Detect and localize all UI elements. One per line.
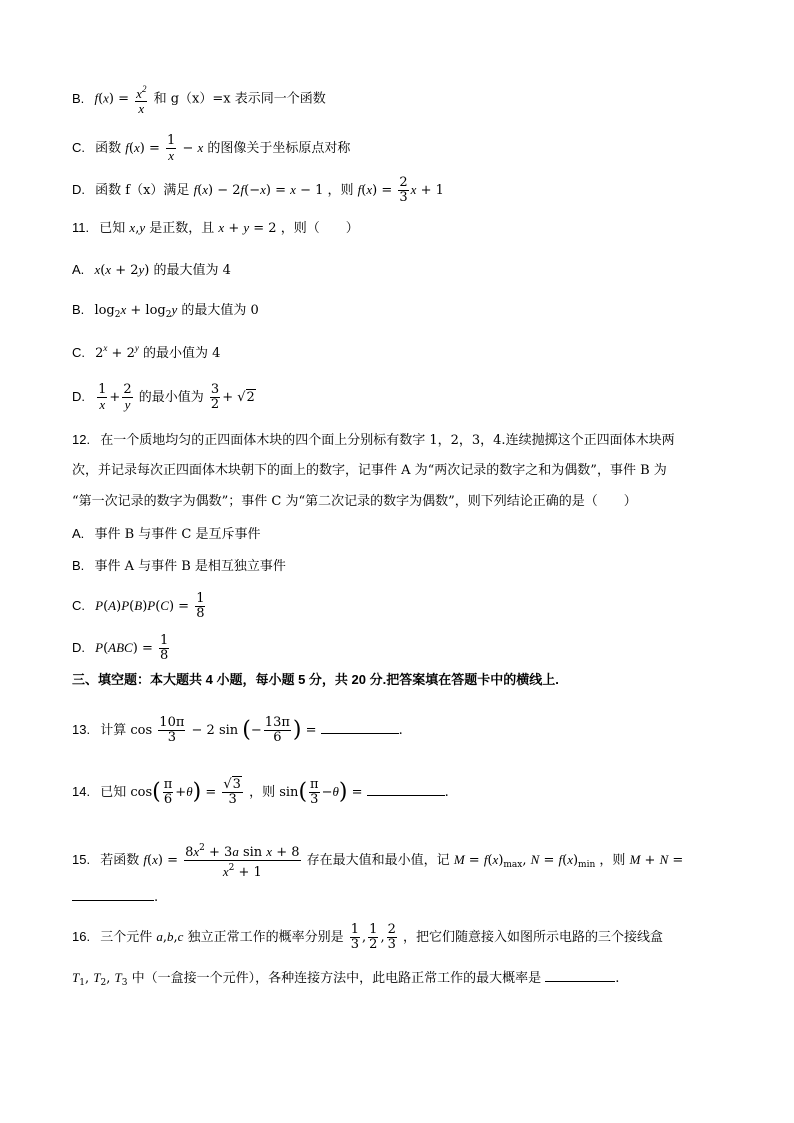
question-number: 12. — [72, 432, 91, 447]
question-text: ，则 — [249, 785, 276, 800]
option-text: 的图像关于坐标原点对称 — [207, 141, 351, 156]
math-expression: f — [357, 182, 362, 197]
fraction: $\frac{1}{x}$ — [167, 133, 176, 163]
fraction: $\frac{1}{8}$ — [159, 633, 169, 663]
fraction: $\frac{1}{3}$ — [350, 922, 360, 952]
answer-blank[interactable] — [545, 969, 615, 982]
question-text: 已知 — [100, 785, 127, 800]
option-text: 函数 — [95, 141, 122, 156]
option-11A: A. x(x + 2y) 的最大值为 4 — [72, 262, 231, 278]
fraction: $\frac{3}{2}$ — [210, 382, 220, 412]
fraction: $\frac{8x^2 + 3a \sin x + 8}{x^2 + 1}$ — [185, 843, 300, 880]
math-expression: P — [95, 640, 104, 655]
answer-blank[interactable] — [367, 783, 445, 796]
question-15: 15. 若函数 f(x) = $\frac{8x^2 + 3a \sin x + 8}{x^2 + 1}$ 存在最大值和最小值，记 $M = f(x)_{max}$, $N = f(x)_{min}$ ，则 M + N = — [72, 843, 684, 880]
option-text: 的最大值为 4 — [153, 263, 231, 278]
option-text: ，则 — [327, 183, 354, 198]
question-text: ，则（ ） — [280, 221, 359, 236]
option-text: 和 g（x）=x 表示同一个函数 — [153, 91, 326, 107]
question-number: 14. — [72, 784, 91, 799]
question-number: 13. — [72, 722, 91, 737]
question-text: 三个元件 — [100, 930, 153, 945]
option-label: D. — [72, 182, 85, 197]
option-label: A. — [72, 526, 85, 541]
option-12B — [72, 556, 286, 577]
fraction: $\frac{2}{y}$ — [123, 382, 132, 412]
fraction: $\frac{\pi}{3}$ — [310, 777, 319, 807]
fraction: $\frac{13\pi}{6}$ — [264, 715, 290, 745]
fraction: $\frac{2}{3}$ — [387, 922, 396, 952]
question-12-line1 — [72, 430, 675, 451]
question-text: 已知 — [99, 221, 126, 236]
math-expression: P — [95, 598, 104, 613]
option-10C: C. 函数 f(x) = $\frac{1}{x}$ − x 的图像关于坐标原点对称 — [72, 133, 351, 163]
fraction: $\frac{1}{2}$ — [369, 922, 378, 952]
fraction: $\frac{√3}{3}$ — [223, 777, 241, 807]
question-text: 存在最大值和最小值，记 — [306, 853, 450, 868]
question-text: ，则 — [599, 853, 626, 868]
option-label: C. — [72, 140, 85, 155]
option-12A — [72, 524, 260, 545]
option-label: D. — [72, 389, 85, 404]
question-text: 中（一盒接一个元件），各种连接方法中，此电路正常工作的最大概率是 — [131, 971, 542, 986]
option-11C — [72, 338, 220, 364]
option-label: D. — [72, 640, 85, 655]
option-12C: C. P(A)P(B)P(C) = $\frac{1}{8}$ — [72, 591, 205, 621]
fraction: $\frac{2}{3}$ — [399, 175, 408, 205]
question-16-line2: $T_1$, $T_2$, $T_3$ 中（一盒接一个元件），各种连接方法中，此电路正常工作的最大概率是 . — [72, 970, 620, 988]
option-label: A. — [72, 262, 85, 277]
option-12D: D. P(ABC) = $\frac{1}{8}$ — [72, 633, 169, 663]
math-expression: f — [125, 140, 129, 155]
math-expression: f — [193, 182, 198, 197]
option-10B: B. f(x) = $\frac{x^2}{x}$ 和 g（x）=x 表示同一个函数 — [72, 84, 326, 116]
math-expression: f — [94, 90, 99, 106]
fraction: $\frac{1}{x}$ — [98, 382, 107, 412]
question-text: 次，并记录每次正四面体木块朝下的面上的数字，记事件 A 为“两次记录的数字之和为偶数”，事件 B 为 — [72, 463, 667, 478]
question-text: “第一次记录的数字为偶数”；事件 C 为“第二次记录的数字为偶数”，则下列结论正确的是（ ） — [72, 494, 637, 509]
question-13: 13. 计算 cos $\frac{10\pi}{3}$ − 2 sin (− $\frac{13\pi}{6}$ ) = . — [72, 715, 403, 745]
question-number: 16. — [72, 929, 91, 944]
question-14: 14. 已知 cos( $\frac{\pi}{6}$ +θ) = $\frac{√3}{3}$ ，则 sin( $\frac{\pi}{3}$ −θ) = . — [72, 777, 449, 807]
option-text: 的最大值为 0 — [181, 303, 259, 318]
question-text: 计算 — [100, 723, 127, 738]
question-16-line1: 16. 三个元件 a,b,c 独立正常工作的概率分别是 $\frac{1}{3}$ , $\frac{1}{2}$ , $\frac{2}{3}$ ，把它们随意接入如图所示电路的三个接线盒 — [72, 922, 664, 952]
answer-blank[interactable] — [72, 888, 154, 901]
question-text: 独立正常工作的概率分别是 — [187, 930, 344, 945]
math-expression: cos — [130, 723, 153, 738]
math-expression: x — [94, 262, 101, 277]
option-10D: D. 函数 f（x）满足 f(x) − 2f(−x) = x − 1 ，则 f(x) = $\frac{2}{3}$ x + 1 — [72, 175, 444, 205]
question-text: 若函数 — [100, 853, 140, 868]
question-12-line3 — [72, 492, 637, 512]
math-expression: T — [72, 970, 80, 985]
option-label: C. — [72, 345, 85, 360]
answer-blank[interactable] — [321, 721, 399, 734]
question-11: 11. 已知 x,y 是正数，且 x + y = 2 ，则（ ） — [72, 220, 359, 236]
option-text: 事件 A 与事件 B 是相互独立事件 — [94, 559, 286, 574]
question-text: 在一个质地均匀的正四面体木块的四个面上分别标有数字 1，2，3，4.连续抛掷这个正四面体木块两 — [100, 433, 675, 448]
math-expression: $2^x + 2^y$ — [95, 343, 139, 361]
question-12-line2 — [72, 461, 667, 481]
question-text: 是正数，且 — [149, 221, 215, 236]
option-label: B. — [72, 302, 85, 317]
section-heading — [72, 670, 559, 690]
option-label: C. — [72, 598, 85, 613]
math-expression: $\log_2x + \log_2y$ — [94, 302, 178, 320]
option-11D: D. $\frac{1}{x}$ + $\frac{2}{y}$ 的最小值为 $\frac{3}{2}$ + √2 — [72, 382, 255, 412]
math-expression: x — [218, 220, 225, 235]
fraction: $\frac{10\pi}{3}$ — [159, 715, 185, 745]
math-expression: x — [129, 220, 136, 235]
fraction: $\frac{\pi}{6}$ — [163, 777, 173, 807]
fraction: $\frac{1}{8}$ — [196, 591, 205, 621]
question-number: 11. — [72, 220, 90, 235]
question-text: ，把它们随意接入如图所示电路的三个接线盒 — [403, 930, 664, 945]
question-15-blank-line: . — [72, 888, 158, 908]
option-label: B. — [72, 90, 85, 106]
fraction: $\frac{x^2}{x}$ — [136, 84, 147, 116]
option-text: 函数 f（x）满足 — [95, 183, 190, 198]
option-11B — [72, 300, 259, 325]
question-number: 15. — [72, 852, 91, 867]
option-text: 的最小值为 4 — [143, 346, 221, 361]
option-text: 的最小值为 — [138, 390, 204, 405]
section-title: 三、填空题：本大题共 4 小题，每小题 5 分，共 20 分.把答案填在答题卡中的横线上. — [72, 672, 559, 687]
option-label: B. — [72, 558, 85, 573]
option-text: 事件 B 与事件 C 是互斥事件 — [94, 527, 261, 542]
